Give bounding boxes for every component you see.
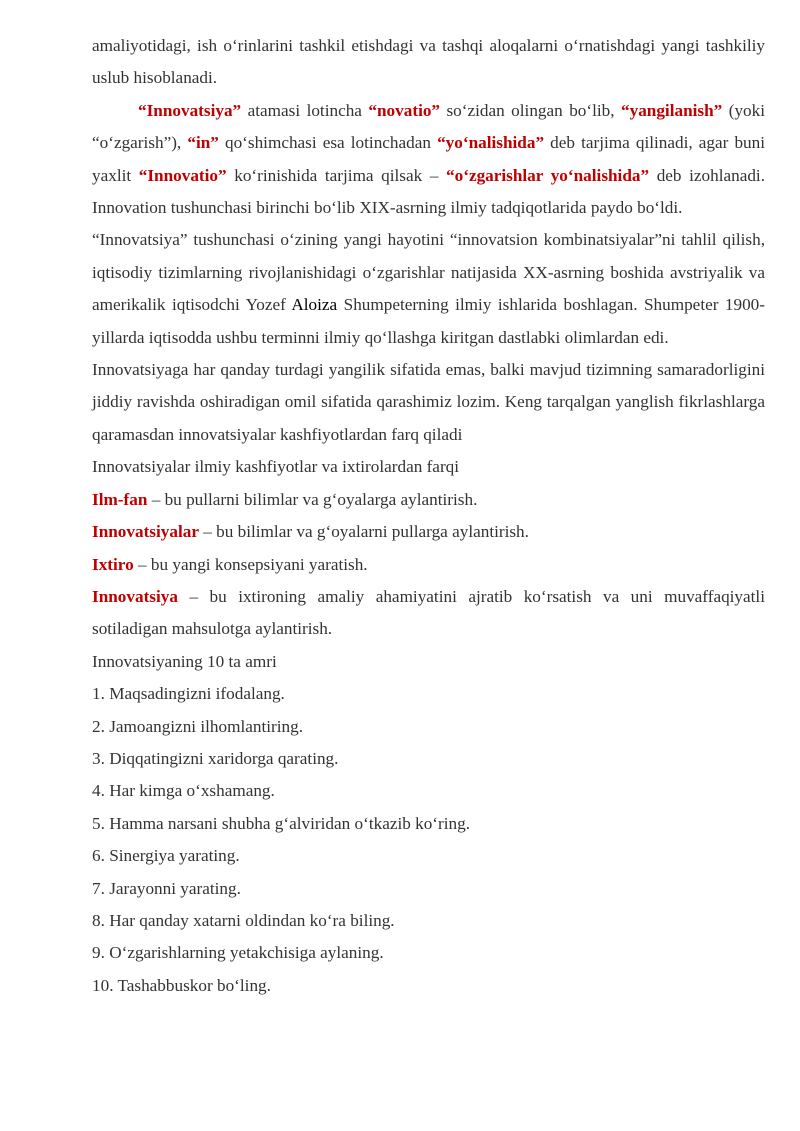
definition-term: Ilm-fan: [92, 489, 148, 509]
paragraph-difference-heading: Innovatsiyalar ilmiy kashfiyotlar va ixtirolardan farqi: [92, 457, 460, 477]
name-aloiza: Aloiza: [291, 295, 338, 315]
text-span: “Innovatsiya” tushunchasi o‘zining yangi hayotini “innovatsion kombinatsiyalar”ni tahlil qilish, iqtisodiy tizimlarning rivojlanishidagi o‘zgarishlar natijasida XX-asrning boshida avstriyalik va amerikalik iqtisodchi Yozef: [92, 230, 765, 315]
text-span: (yoki “o‘zgarish”),: [92, 100, 766, 153]
definition-text: – bu yangi konsepsiyani yaratish.: [133, 554, 368, 574]
term-ozgarishlar-yonalishida: “o‘zgarishlar yo‘nalishida”: [446, 165, 650, 185]
list-item: 1. Maqsadingizni ifodalang.: [92, 684, 285, 704]
list-title: Innovatsiyaning 10 ta amri: [92, 651, 277, 671]
list-item: 10. Tashabbuskor bo‘ling.: [92, 975, 271, 995]
text-span: qo‘shimchasi esa lotinchadan: [218, 133, 438, 153]
list-item: 4. Har kimga o‘xshamang.: [92, 781, 275, 801]
text-span: atamasi lotincha: [241, 100, 369, 120]
definition-term: Ixtiro: [92, 554, 134, 574]
text-span: ko‘rinishida tarjima qilsak –: [226, 165, 447, 185]
definition-ixtiro: [92, 549, 765, 581]
list-item: 7. Jarayonni yarating.: [92, 878, 241, 898]
definition-innovatsiya: [92, 581, 765, 646]
list-item: 9. O‘zgarishlarning yetakchisiga aylaning.: [92, 943, 384, 963]
paragraph-schumpeter: [92, 224, 765, 354]
text-span: so‘zidan olingan bo‘lib,: [440, 100, 621, 120]
list-item: 2. Jamoangizni ilhomlantiring.: [92, 716, 303, 736]
text-span: deb izohlanadi. Innovation tushunchasi birinchi bo‘lib XIX-asrning ilmiy tadqiqotlarida paydo bo‘ldi.: [92, 165, 765, 218]
definition-text: – bu bilimlar va g‘oyalarni pullarga aylantirish.: [198, 522, 529, 542]
paragraph-innovation-view: Innovatsiyaga har qanday turdagi yangilik sifatida emas, balki mavjud tizimning samaradorligini jiddiy ravishda oshiradigan omil sifatida qarashimiz lozim. Keng tarqalgan yanglish fikrlashlarga qaramasdan innovatsiyalar kashfiyotlardan farq qiladi: [92, 360, 765, 444]
document-page: [92, 30, 765, 1002]
term-yonalishida: “yo‘nalishida”: [437, 133, 545, 153]
term-yangilanish: “yangilanish”: [621, 100, 723, 120]
definition-text: – bu pullarni bilimlar va g‘oyalarga aylantirish.: [147, 489, 478, 509]
paragraph-intro: amaliyotidagi, ish o‘rinlarini tashkil etishdagi va tashqi aloqalarni o‘rnatishdagi yangi tashkiliy uslub hisoblanadi.: [92, 36, 765, 88]
text-span: Shumpeterning ilmiy ishlarida boshlagan. Shumpeter 1900-yillarda iqtisodda ushbu terminni ilmiy qo‘llashga kiritgan dastlabki olimlardan edi.: [92, 295, 766, 347]
term-novatio: “novatio”: [368, 100, 441, 120]
paragraph-etymology: [92, 95, 765, 225]
definition-innovatsiyalar: [92, 516, 765, 548]
term-in: “in”: [187, 133, 219, 153]
list-item: 8. Har qanday xatarni oldindan ko‘ra biling.: [92, 910, 395, 930]
definition-ilm-fan: [92, 484, 765, 516]
term-innovatio: “Innovatio”: [138, 165, 227, 185]
text-span: deb tarjima qilinadi, agar buni yaxlit: [92, 133, 766, 185]
definition-term: Innovatsiya: [92, 586, 178, 606]
definition-text: – bu ixtironing amaliy ahamiyatini ajratib ko‘rsatish va uni muvaffaqiyatli sotiladigan mahsulotga aylantirish.: [92, 586, 765, 639]
list-item: 3. Diqqatingizni xaridorga qarating.: [92, 748, 339, 768]
definition-term: Innovatsiyalar: [92, 522, 199, 542]
list-item: 5. Hamma narsani shubha g‘alviridan o‘tkazib ko‘ring.: [92, 813, 471, 833]
list-item: 6. Sinergiya yarating.: [92, 846, 240, 866]
term-innovatsiya: “Innovatsiya”: [138, 100, 242, 120]
